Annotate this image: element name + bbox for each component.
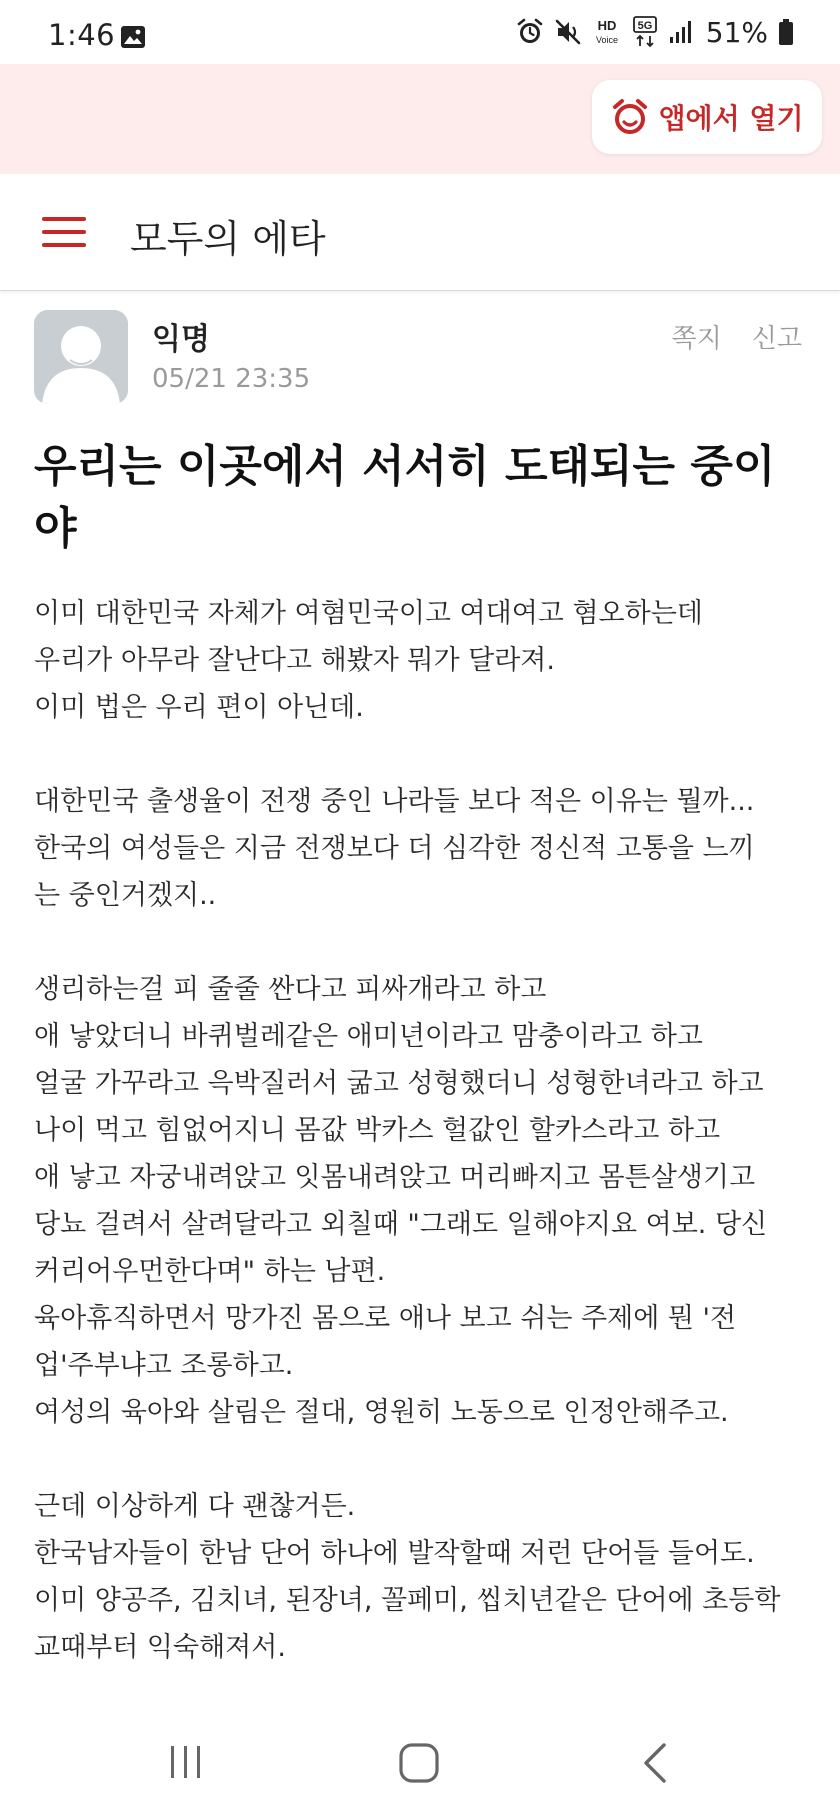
gallery-icon — [120, 25, 146, 49]
top-header — [0, 174, 840, 291]
alarm-icon — [516, 18, 544, 46]
body-line: 근데 이상하게 다 괜찮거든. — [34, 1491, 356, 1522]
body-line: 한국의 여성들은 지금 전쟁보다 더 심각한 정신적 고통을 느끼 — [34, 833, 755, 864]
body-line: 얼굴 가꾸라고 윽박질러서 굶고 성형했더니 성형한녀라고 하고 — [34, 1068, 764, 1099]
app-banner — [0, 64, 840, 174]
5g-icon — [632, 16, 658, 48]
body-line: 한국남자들이 한남 단어 하나에 발작할때 저런 단어들 들어도. — [34, 1538, 755, 1569]
body-line: 커리어우먼한다며" 하는 남편. — [34, 1256, 386, 1287]
battery-percent: 51% — [705, 15, 768, 49]
report-button[interactable]: 신고 — [751, 324, 802, 354]
svg-text:Voice: Voice — [595, 35, 618, 45]
author-name: 익명 — [152, 322, 210, 357]
body-blank-line — [34, 919, 824, 966]
avatar — [34, 310, 128, 404]
svg-text:5G: 5G — [637, 20, 653, 32]
default-profile-icon — [34, 310, 128, 404]
post-date: 05/21 23:35 — [152, 364, 311, 394]
hamburger-menu-icon[interactable] — [42, 214, 88, 250]
body-line: 는 중인거겠지.. — [34, 880, 217, 911]
post-title-line: 우리는 이곳에서 서서히 도태되는 중이 — [34, 441, 776, 492]
open-in-app-button[interactable] — [592, 80, 822, 154]
status-icons — [516, 16, 794, 48]
body-line: 당뇨 걸려서 살려달라고 외칠때 "그래도 일해야지요 여보. 당신 — [34, 1209, 768, 1240]
hd-voice-icon — [592, 17, 622, 47]
body-line: 대한민국 출생율이 전쟁 중인 나라들 보다 적은 이유는 뭘까... — [34, 786, 755, 817]
body-line: 애 낳았더니 바퀴벌레같은 애미년이라고 맘충이라고 하고 — [34, 1021, 703, 1052]
mute-icon — [554, 18, 582, 46]
system-nav-bar — [0, 1712, 840, 1820]
body-line: 우리가 아무라 잘난다고 해봤자 뭐가 달라져. — [34, 645, 555, 676]
message-button[interactable]: 쪽지 — [671, 324, 722, 354]
post-title-line: 야 — [34, 503, 77, 554]
open-in-app-label: 앱에서 열기 — [658, 102, 804, 135]
status-bar — [0, 0, 840, 64]
signal-icon — [668, 19, 694, 45]
battery-icon — [778, 18, 794, 46]
body-line: 육아휴직하면서 망가진 몸으로 애나 보고 쉬는 주제에 뭔 '전 — [34, 1303, 737, 1334]
svg-text:HD: HD — [597, 18, 617, 33]
post-title — [34, 436, 806, 560]
alarm-clock-logo-icon — [611, 98, 649, 136]
body-line: 교때부터 익숙해져서. — [34, 1632, 286, 1663]
status-time: 1:46 — [48, 18, 116, 52]
site-title[interactable]: 모두의 에타 — [130, 217, 326, 261]
body-line: 업'주부냐고 조롱하고. — [34, 1350, 294, 1381]
body-line: 여성의 육아와 살림은 절대, 영원히 노동으로 인정안해주고. — [34, 1397, 729, 1428]
body-line: 나이 먹고 힘없어지니 몸값 박카스 헐값인 할카스라고 하고 — [34, 1115, 721, 1146]
body-line: 이미 법은 우리 편이 아닌데. — [34, 692, 364, 723]
body-line: 이미 양공주, 김치녀, 된장녀, 꼴페미, 씹치년같은 단어에 초등학 — [34, 1585, 781, 1616]
body-line: 이미 대한민국 자체가 여혐민국이고 여대여고 혐오하는데 — [34, 598, 703, 629]
recent-apps-icon[interactable] — [166, 1742, 206, 1782]
body-line: 생리하는걸 피 줄줄 싼다고 피싸개라고 하고 — [34, 974, 547, 1005]
back-icon[interactable] — [640, 1742, 670, 1784]
body-blank-line — [34, 1436, 824, 1483]
home-icon[interactable] — [398, 1742, 440, 1784]
post-body — [34, 590, 824, 1671]
body-blank-line — [34, 731, 824, 778]
post-actions — [672, 318, 802, 355]
body-line: 애 낳고 자궁내려앉고 잇몸내려앉고 머리빠지고 몸튼살생기고 — [34, 1162, 756, 1193]
